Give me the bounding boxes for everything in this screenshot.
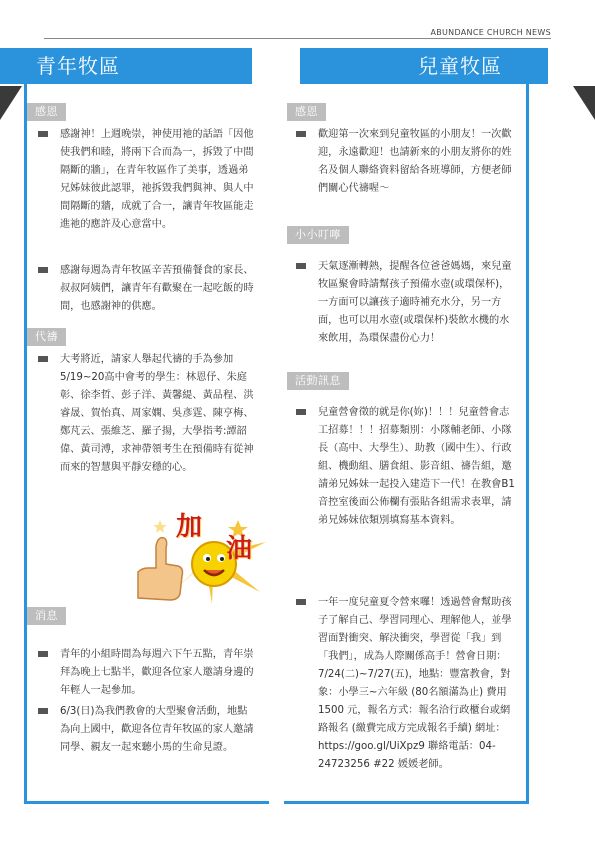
right-events-label: 活動訊息: [287, 372, 349, 390]
bullet-icon: [38, 708, 48, 714]
bullet-icon: [296, 409, 306, 415]
left-thanks-text-1: 感謝神！上週晚崇，神使用祂的話語「因他使我們和睦，將兩下合而為一，拆毀了中間隔斷的牆」，在青年牧區作了美事，透過弟兄姊妹彼此認罪，祂拆毀我們與神、與人中間隔斷的牆，成就了合一，讓青年牧區能走進祂的應許及心意當中。: [60, 129, 254, 230]
right-events-text-1: 兒童營會徵的就是你(妳)！！！兒童營會志工招募！！！招募類別：小隊輔老師、小隊長（高中、大學生）、助教（國中生）、行政組、機動組、膳食組、影音組、禱告組，邀請弟兄姊妹一起投入建造下一代！在教會B1音控室後面公佈欄有張貼各組需求表單，請弟兄姊妹依類別填寫基本資料。: [318, 407, 515, 526]
right-events-item: [318, 594, 518, 774]
right-thanks-text: 歡迎第一次來到兒童牧區的小朋友！一次歡迎，永遠歡迎！也請新來的小朋友將你的姓名及個人聯絡資料留給各班導師，方便老師們關心代禱喔～: [318, 129, 512, 194]
left-prayer-item: [60, 351, 256, 477]
bullet-icon: [38, 267, 48, 273]
right-reminder-label: 小小叮嚀: [287, 226, 349, 244]
bullet-icon: [296, 263, 306, 269]
left-thanks-label: 感恩: [27, 103, 66, 121]
jiayou-char-1: 加: [176, 512, 203, 542]
top-rule: [44, 38, 551, 39]
right-events-text-2: 一年一度兒童夏令營來囉！透過營會幫助孩子了解自己、學習同理心、理解他人，並學習面對衝突、解決衝突，學習從「我」到「我們」，成為人際關係高手！營會日期：7/24(二)~7/27(五)，地點：豐富教會，對象：小學三~六年級 (80名額滿為止) 費用 1500 元，報名方式：報名洽行政櫃台或網路報名 (繳費完成方完成報名手續) 網址：https://goo.gl/UiXpz9 聯絡電話：04-24723256 #22 媛媛老師。: [318, 597, 512, 770]
masthead: ABUNDANCE CHURCH NEWS: [430, 28, 551, 37]
jiayou-char-2: 油: [226, 534, 253, 564]
right-thanks-label: 感恩: [287, 103, 326, 121]
right-events-item: [318, 404, 518, 530]
left-news-item: [60, 646, 256, 700]
left-news-text-1: 青年的小組時間為每週六下午五點，青年崇拜為晚上七點半，歡迎各位家人邀請身邊的年輕人一起參加。: [60, 649, 254, 696]
right-thanks-item: [318, 126, 518, 198]
left-thanks-item: [60, 126, 256, 234]
left-news-text-2: 6/3(日)為我們教會的大型聚會活動，地點為向上國中，歡迎各位青年牧區的家人邀請同學、親友一起來聽小馬的生命見證。: [60, 706, 254, 753]
left-prayer-text: 大考將近，請家人舉起代禱的手為參加5/19~20高中會考的學生：林恩伃、朱庭彰、徐李哲、彭子洋、黃馨緹、黃品程、洪睿晟、賀怡真、周家嫻、吳彥霆、陳亨梅、鄭芃云、張維芝、羅子揚，大學指考:譚韶偉、黃司溥，求神帶領考生在預備時有從神而來的智慧與平靜安穩的心。: [60, 354, 254, 473]
left-news-item: [60, 703, 256, 757]
left-news-label: 消息: [27, 607, 66, 625]
bullet-icon: [38, 651, 48, 657]
jiayou-illustration: [126, 502, 266, 604]
left-thanks-text-2: 感謝每週為青年牧區辛苦預備餐食的家長、叔叔阿姨們，讓青年有歡聚在一起吃飯的時間，也感謝神的供應。: [60, 265, 254, 312]
bullet-icon: [38, 131, 48, 137]
right-reminder-item: [318, 258, 518, 348]
left-corner-tab: [0, 86, 22, 120]
right-reminder-text: 天氣逐漸轉熱，提醒各位爸爸媽媽，來兒童牧區聚會時請幫孩子預備水壺(或環保杯)，一方面可以讓孩子適時補充水分，另一方面，也可以用水壺(或環保杯)裝飲水機的水來飲用，為環保盡份心力！: [318, 261, 512, 344]
right-corner-tab: [573, 86, 595, 120]
bullet-icon: [296, 131, 306, 137]
left-thanks-item: [60, 262, 256, 316]
left-prayer-label: 代禱: [27, 328, 66, 346]
right-column-title: 兒童牧區: [300, 48, 548, 84]
bullet-icon: [296, 599, 306, 605]
left-column-title: 青年牧區: [0, 48, 252, 84]
bullet-icon: [38, 356, 48, 362]
